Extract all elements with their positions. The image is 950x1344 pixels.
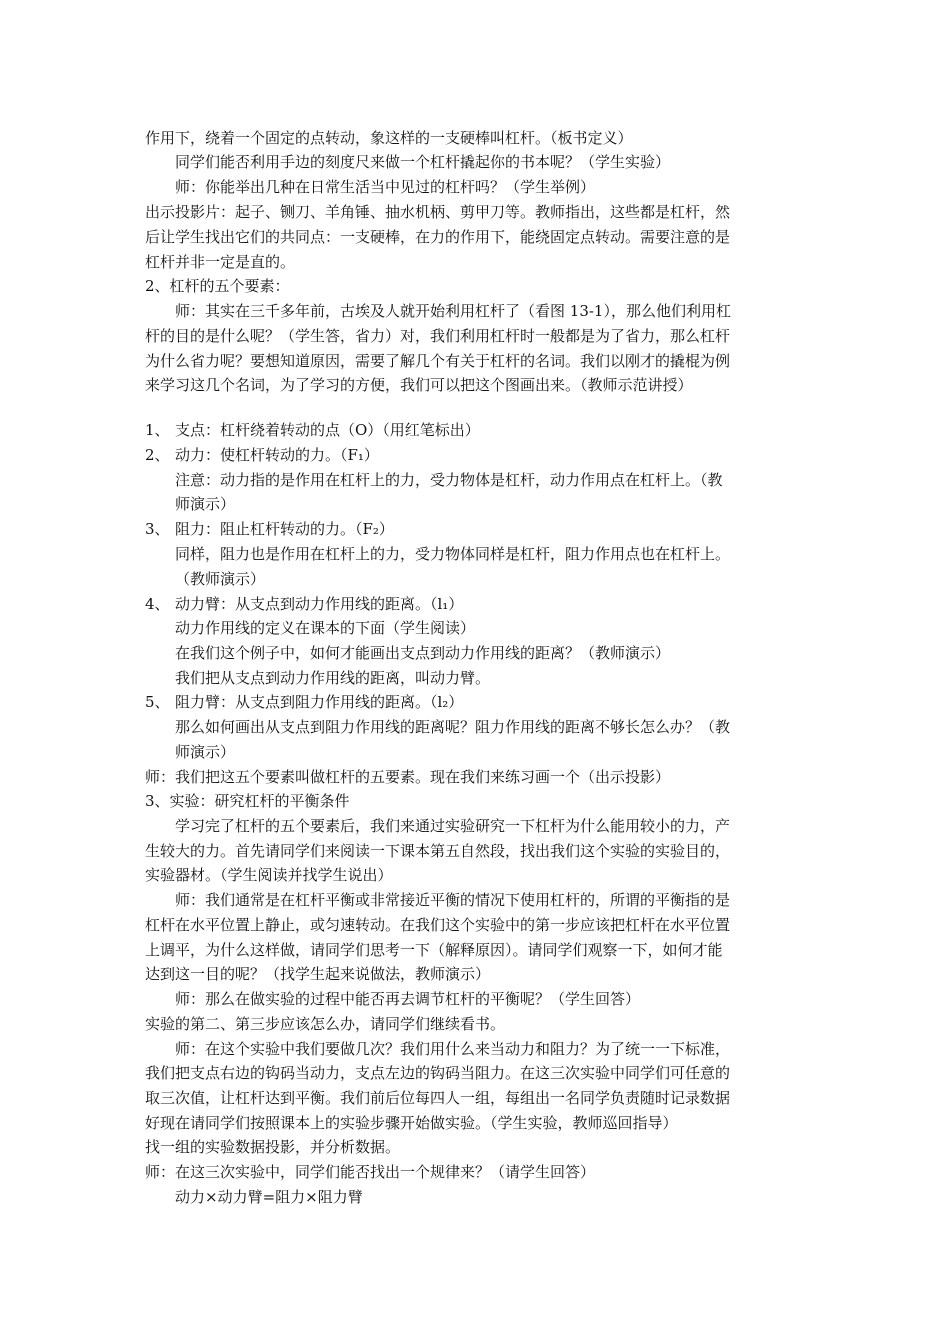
paragraph-line: 实验的第二、第三步应该怎么办，请同学们继续看书。	[145, 1015, 506, 1033]
paragraph-line: 注意：动力指的是作用在杠杆上的力，受力物体是杠杆，动力作用点在杠杆上。（教	[175, 471, 723, 489]
paragraph-line: 杆的目的是什么呢？（学生答，省力）对，我们利用杠杆时一般都是为了省力，那么杠杆	[145, 327, 731, 345]
list-item-text: 动力：使杠杆转动的力。（F₁）	[175, 446, 379, 464]
paragraph-line: 同样，阻力也是作用在杠杆上的力，受力物体同样是杠杆，阻力作用点也在杠杆上。	[175, 545, 731, 563]
paragraph-line: 同学们能否利用手边的刻度尺来做一个杠杆撬起你的书本呢？（学生实验）	[175, 153, 671, 171]
section-heading: 2、杠杆的五个要素：	[145, 277, 290, 295]
list-number: 1、	[145, 421, 170, 439]
list-item	[145, 690, 463, 714]
paragraph-line: 出示投影片：起子、铡刀、羊角锤、抽水机柄、剪甲刀等。教师指出，这些都是杠杆，然	[145, 203, 731, 221]
paragraph-line: 生较大的力。首先请同学们来阅读一下课本第五自然段，找出我们这个实验的实验目的，	[145, 842, 731, 860]
paragraph-line: （教师演示）	[175, 570, 266, 588]
paragraph-line: 为什么省力呢？要想知道原因，需要了解几个有关于杠杆的名词。我们以刚才的撬棍为例	[145, 352, 731, 370]
list-item	[145, 443, 379, 467]
section-heading: 3、实验：研究杠杆的平衡条件	[145, 792, 350, 810]
list-item-text: 支点：杠杆绕着转动的点（O）（用红笔标出）	[175, 421, 480, 439]
paragraph-line: 实验器材。（学生阅读并找学生说出）	[145, 866, 393, 884]
paragraph-line: 动力作用线的定义在课本的下面（学生阅读）	[175, 619, 476, 637]
formula-line: 动力×动力臂=阻力×阻力臂	[175, 1188, 363, 1206]
list-item	[145, 517, 394, 541]
list-item-text: 动力臂：从支点到动力作用线的距离。（l₁）	[175, 595, 464, 613]
paragraph-line: 师：那么在做实验的过程中能否再去调节杠杆的平衡呢？（学生回答）	[175, 990, 641, 1008]
paragraph-line: 我们把从支点到动力作用线的距离，叫动力臂。	[175, 669, 491, 687]
paragraph-line: 来学习这几个名词，为了学习的方便，我们可以把这个图画出来。（教师示范讲授）	[145, 376, 693, 394]
paragraph-line: 杠杆在水平位置上静止，或匀速转动。在我们这个实验中的第一步应该把杠杆在水平位置	[145, 916, 731, 934]
paragraph-line: 杠杆并非一定是直的。	[145, 253, 296, 271]
paragraph-line: 师：其实在三千多年前，古埃及人就开始利用杠杆了（看图 13-1），那么他们利用杠	[175, 302, 731, 320]
paragraph-line: 师：在这三次实验中，同学们能否找出一个规律来？（请学生回答）	[145, 1163, 596, 1181]
paragraph-line: 那么如何画出从支点到阻力作用线的距离呢？阻力作用线的距离不够长怎么办？（教	[175, 718, 731, 736]
paragraph-line: 师演示）	[175, 495, 236, 513]
list-number: 4、	[145, 595, 170, 613]
list-item-text: 阻力：阻止杠杆转动的力。（F₂）	[175, 520, 394, 538]
paragraph-line: 我们把支点右边的钩码当动力，支点左边的钩码当阻力。在这三次实验中同学们可任意的	[145, 1064, 731, 1082]
paragraph-line: 上调平，为什么这样做，请同学们思考一下（解释原因）。请同学们观察一下，如何才能	[145, 941, 723, 959]
paragraph-line: 取三次值，让杠杆达到平衡。我们前后位每四人一组，每组出一名同学负责随时记录数据	[145, 1089, 731, 1107]
paragraph-line: 在我们这个例子中，如何才能画出支点到动力作用线的距离？（教师演示）	[175, 644, 671, 662]
paragraph-line: 学习完了杠杆的五个要素后，我们来通过实验研究一下杠杆为什么能用较小的力，产	[175, 817, 731, 835]
list-item	[145, 592, 463, 616]
paragraph-line: 师：我们把这五个要素叫做杠杆的五要素。现在我们来练习画一个（出示投影）	[145, 768, 671, 786]
list-item	[145, 418, 480, 442]
list-number: 2、	[145, 446, 170, 464]
paragraph-line: 作用下，绕着一个固定的点转动，象这样的一支硬棒叫杠杆。（板书定义）	[145, 129, 633, 147]
paragraph-line: 师演示）	[175, 743, 236, 761]
paragraph-line: 师：在这个实验中我们要做几次？我们用什么来当动力和阻力？为了统一一下标准，	[175, 1040, 731, 1058]
paragraph-line: 后让学生找出它们的共同点：一支硬棒，在力的作用下，能绕固定点转动。需要注意的是	[145, 228, 731, 246]
paragraph-line: 达到这一目的呢？（找学生起来说做法，教师演示）	[145, 965, 491, 983]
list-number: 5、	[145, 693, 170, 711]
list-number: 3、	[145, 520, 170, 538]
paragraph-line: 师：我们通常是在杠杆平衡或非常接近平衡的情况下使用杠杆的，所谓的平衡指的是	[175, 891, 731, 909]
paragraph-line: 找一组的实验数据投影，并分析数据。	[145, 1138, 401, 1156]
list-item-text: 阻力臂：从支点到阻力作用线的距离。（l₂）	[175, 693, 464, 711]
paragraph-line: 好现在请同学们按照课本上的实验步骤开始做实验。（学生实验，教师巡回指导）	[145, 1114, 678, 1132]
paragraph-line: 师：你能举出几种在日常生活当中见过的杠杆吗？（学生举例）	[175, 178, 596, 196]
